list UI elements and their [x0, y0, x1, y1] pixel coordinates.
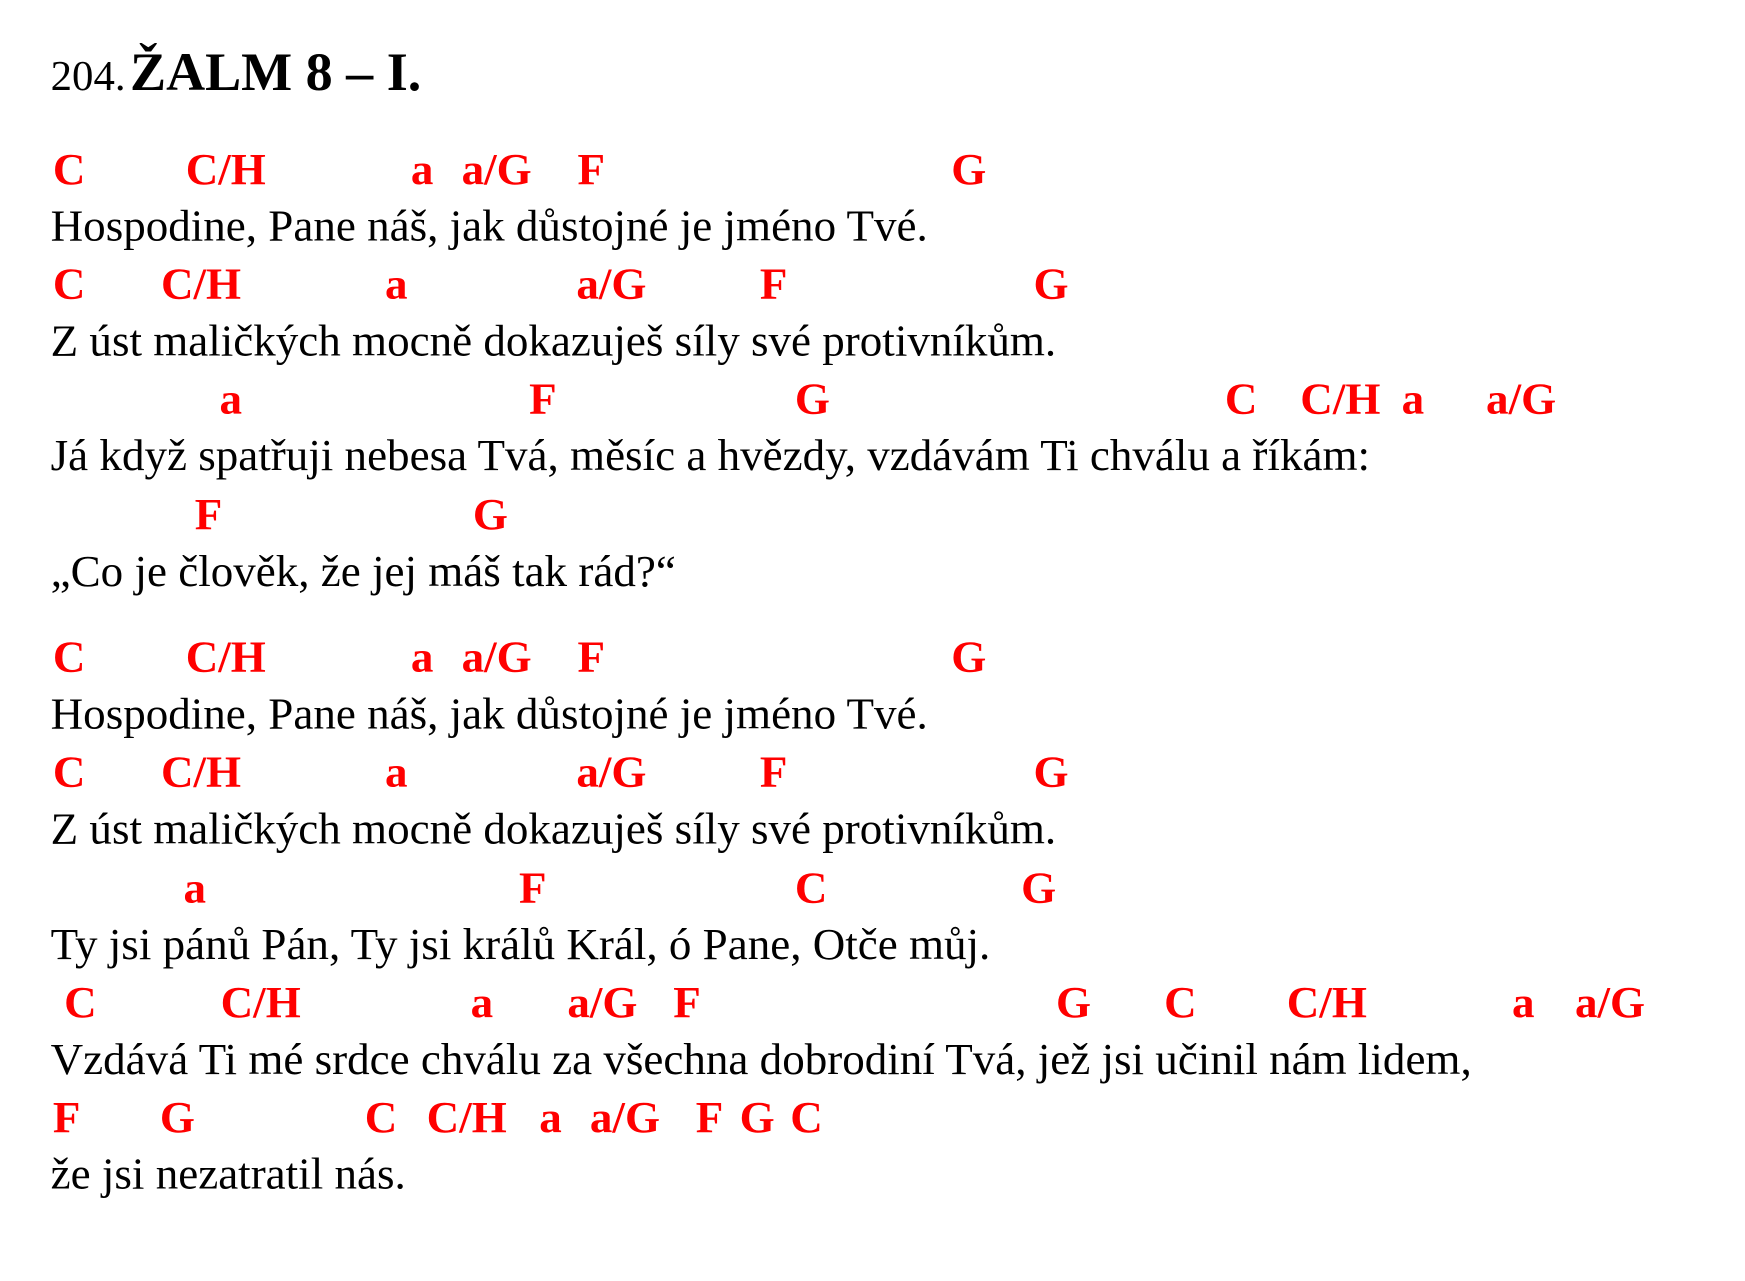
chord: G	[739, 1091, 775, 1142]
chord: F	[673, 976, 701, 1028]
chord: a	[539, 1091, 562, 1142]
chord: C	[794, 862, 828, 913]
chord: F	[759, 258, 788, 309]
chord: G	[1056, 976, 1092, 1028]
chord: F	[695, 1091, 724, 1142]
chord: F	[577, 631, 606, 682]
lyric-line: Hospodine, Pane náš, jak důstojné je jméno Tvé.	[50, 688, 928, 739]
chord: C	[64, 976, 97, 1028]
chord: a	[1511, 976, 1535, 1028]
chord: a	[410, 143, 434, 194]
chord: a/G	[1574, 976, 1646, 1028]
chord: C	[52, 746, 86, 797]
lyric-line: Hospodine, Pane náš, jak důstojné je jméno Tvé.	[50, 200, 928, 251]
song-name: ŽALM 8 – I.	[130, 43, 422, 103]
chord: G	[1033, 746, 1069, 797]
chord: F	[52, 1091, 81, 1142]
chord: a/G	[589, 1091, 660, 1142]
chord: a/G	[1486, 373, 1557, 424]
lyric-line: Ty jsi pánů Pán, Ty jsi králů Král, ó Pane, Otče můj.	[50, 919, 991, 970]
chord: G	[472, 489, 508, 540]
chord: a	[410, 631, 434, 682]
chord: a/G	[576, 746, 647, 797]
chord: C	[790, 1091, 823, 1142]
song-number: 204.	[50, 53, 126, 101]
chord: C	[52, 143, 86, 194]
chord: F	[518, 862, 547, 913]
lyric-line: Z úst maličkých mocně dokazuješ síly své protivníkům.	[50, 315, 1057, 366]
chord: C	[1164, 976, 1197, 1028]
chord: a/G	[461, 631, 532, 682]
chord: a	[470, 976, 494, 1028]
chord: F	[194, 489, 223, 540]
chord: C/H	[185, 143, 266, 194]
chord: G	[1021, 862, 1057, 913]
lyric-line: Z úst maličkých mocně dokazuješ síly své protivníkům.	[50, 803, 1057, 854]
chord: a/G	[567, 976, 638, 1028]
chord: C/H	[426, 1091, 507, 1142]
chord: C/H	[220, 976, 301, 1028]
lyric-line: „Co je člověk, že jej máš tak rád?“	[50, 545, 676, 596]
chord: a/G	[461, 143, 532, 194]
chord: F	[577, 143, 606, 194]
chord: a	[385, 258, 408, 309]
chord: G	[1033, 258, 1069, 309]
chord: C	[52, 631, 86, 682]
chord: G	[951, 143, 987, 194]
lyric-line: Vzdává Ti mé srdce chválu za všechna dobrodiní Tvá, jež jsi učinil nám lidem,	[50, 1033, 1472, 1084]
chord: G	[951, 631, 987, 682]
chord: a/G	[576, 258, 647, 309]
chord: a	[183, 862, 207, 913]
chord: C	[364, 1091, 398, 1142]
chord: F	[529, 373, 557, 424]
chord: a	[1401, 373, 1425, 424]
lyric-line: Já když spatřuji nebesa Tvá, měsíc a hvězdy, vzdávám Ti chválu a říkám:	[50, 430, 1370, 481]
chord: a	[385, 746, 408, 797]
song-title	[51, 42, 422, 103]
chord: a	[219, 373, 243, 424]
chord: C/H	[160, 746, 242, 797]
chord: G	[794, 373, 830, 424]
chord: F	[759, 746, 788, 797]
chord: C	[52, 258, 86, 309]
chord: C/H	[185, 631, 266, 682]
lyric-line: že jsi nezatratil nás.	[50, 1148, 406, 1199]
chord: C/H	[1286, 976, 1367, 1028]
chord: G	[159, 1091, 195, 1142]
chord: C/H	[1300, 373, 1381, 424]
chord: C	[1224, 373, 1258, 424]
chord: C/H	[160, 258, 242, 309]
